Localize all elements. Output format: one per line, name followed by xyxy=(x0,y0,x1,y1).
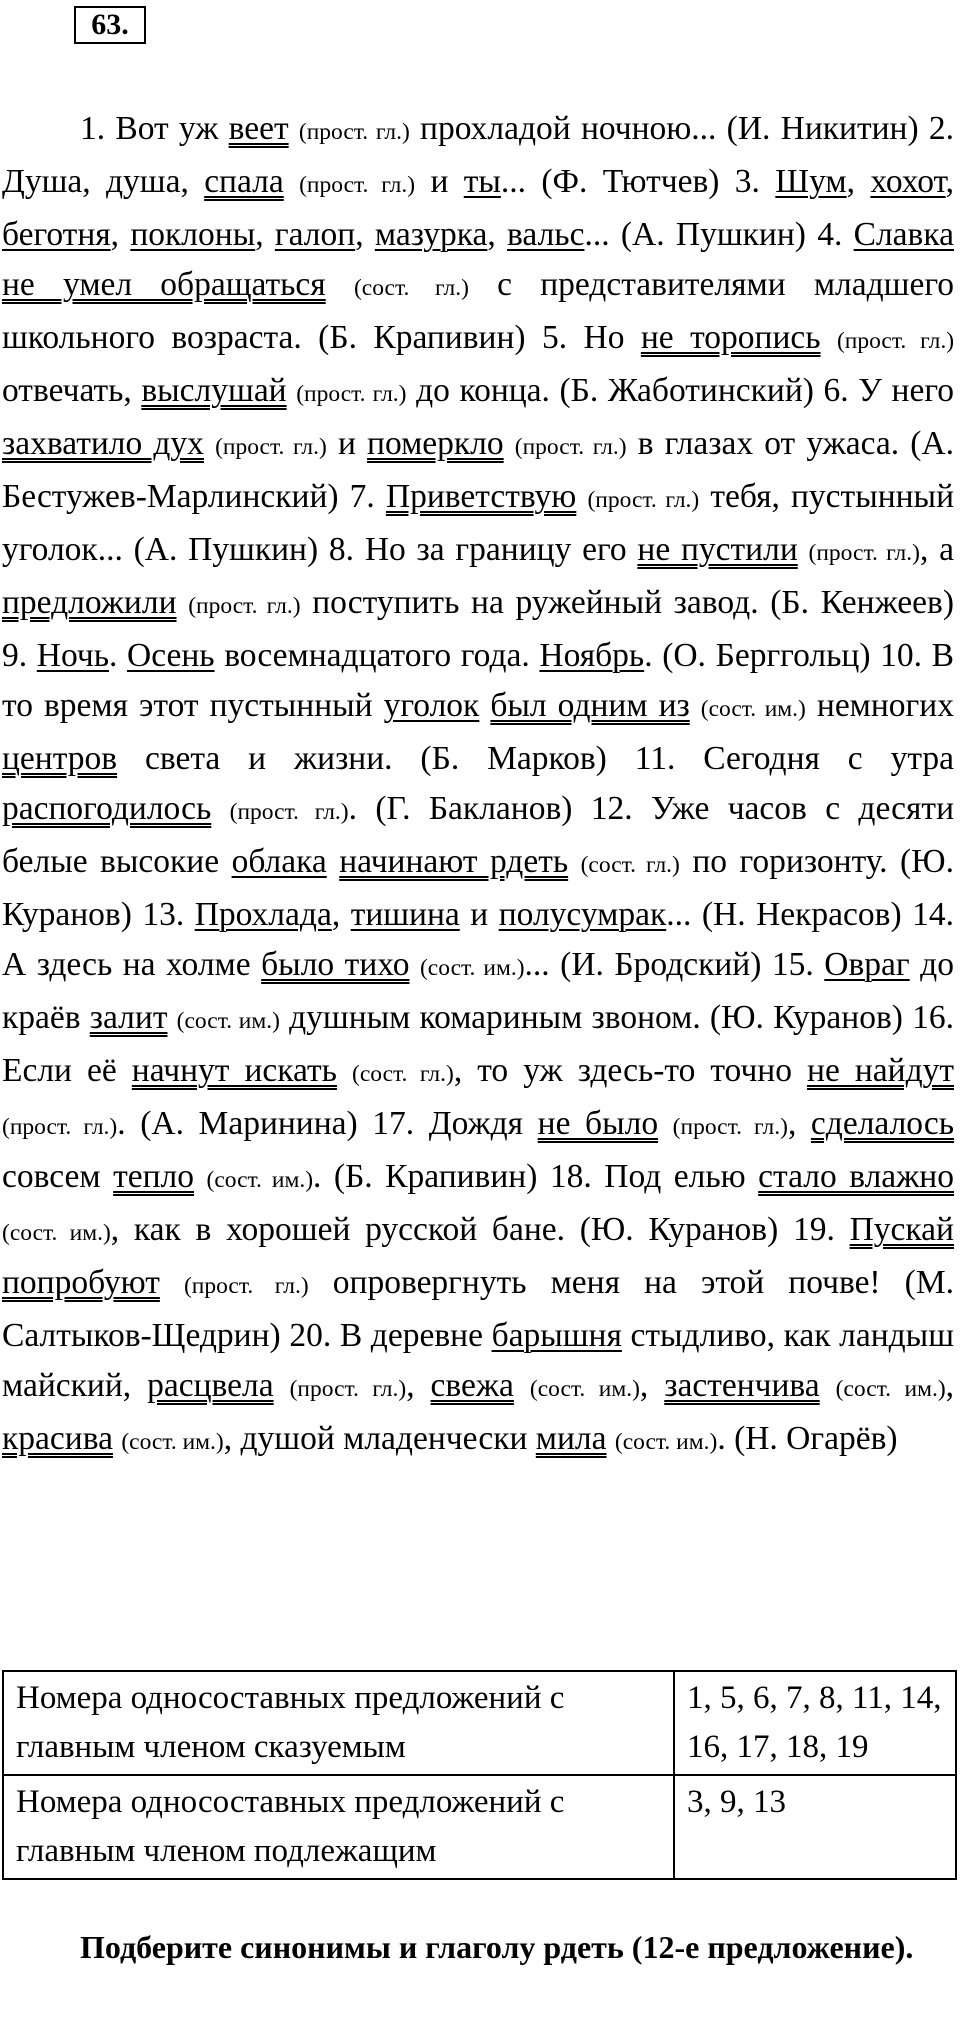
predicate-word: центров xyxy=(2,740,118,777)
grammar-note: (прост. гл.) xyxy=(672,1114,788,1140)
predicate-word: было тихо xyxy=(261,946,410,983)
grammar-note: (сост. им.) xyxy=(176,1008,280,1034)
predicate-word: мила xyxy=(535,1420,607,1457)
subject-word: тишина xyxy=(350,896,460,933)
predicate-word: Пускай попробуют xyxy=(2,1211,954,1301)
grammar-note: (прост. гл.) xyxy=(587,487,700,513)
predicate-word: захватило дух xyxy=(2,425,204,462)
grammar-note: (прост. гл.) xyxy=(215,434,327,460)
grammar-note: (сост. им.) xyxy=(614,1429,718,1455)
grammar-note: (сост. гл.) xyxy=(352,1061,454,1087)
predicate-word: красива xyxy=(2,1420,113,1457)
subject-word: поклоны xyxy=(130,216,256,253)
row-value: 3, 9, 13 xyxy=(674,1775,956,1879)
grammar-note: (сост. гл.) xyxy=(353,275,469,301)
grammar-note: (сост. им.) xyxy=(121,1429,224,1455)
subject-word: галоп xyxy=(274,216,356,253)
predicate-word: распогодилось xyxy=(2,790,212,827)
row-value: 1, 5, 6, 7, 8, 11, 14, 16, 17, 18, 19 xyxy=(674,1671,956,1775)
predicate-word: выслушай xyxy=(141,372,287,409)
subject-word: барышня xyxy=(491,1317,622,1354)
predicate-word: померкло xyxy=(367,425,504,462)
grammar-note: (сост. им.) xyxy=(2,1220,111,1246)
table-row xyxy=(3,1671,956,1775)
subject-word: Ночь xyxy=(36,637,109,674)
predicate-word: Приветствую xyxy=(385,478,577,515)
table-row xyxy=(3,1775,956,1879)
predicate-word: был одним из xyxy=(490,687,690,724)
subject-word: Ноябрь xyxy=(539,637,645,674)
predicate-word: не торопись xyxy=(640,319,821,356)
subject-word: мазурка xyxy=(374,216,488,253)
grammar-note: (сост. им.) xyxy=(206,1167,314,1193)
exercise-text: 1. Вот уж веет (прост. гл.) прохладой ночною... (И. Никитин) 2. Душа, душа, спала (прост. гл.) и ты... (Ф. Тютчев) 3. Шум, хохот, беготня, поклоны, галоп, мазурка, вальс... (А. Пушкин) 4. Славка не умел обращаться (сост. гл.) с представителями младшего школьного возраста. (Б. Крапивин) 5. Но не торопись (прост. гл.) отвечать, выслушай (прост. гл.) до конца. (Б. Жаботинский) 6. У него захватило дух (прост. гл.) и померкло (прост. гл.) в глазах от ужаса. (А. Бестужев-Марлинский) 7. Приветствую (прост. гл.) тебя, пустынный уголок... (А. Пушкин) 8. Но за границу его не пустили (прост. гл.), а предложили (прост. гл.) поступить на ружейный завод. (Б. Кенжеев) 9. Ночь. Осень восемнадцатого года. Ноябрь. (О. Берггольц) 10. В то время этот пустынный уголок был одним из (сост. им.) немногих центров света и жизни. (Б. Марков) 11. Сегодня с утра распогодилось (прост. гл.). (Г. Бакланов) 12. Уже часов с десяти белые высокие облака начинают рдеть (сост. гл.) по горизонту. (Ю. Куранов) 13. Прохлада, тишина и полусумрак... (Н. Некрасов) 14. А здесь на холме было тихо (сост. им.)... (И. Бродский) 15. Овраг до краёв залит (сост. им.) душным комариным звоном. (Ю. Куранов) 16. Если её начнут искать (сост. гл.), то уж здесь-то точно не найдут (прост. гл.). (А. Маринина) 17. Дождя не было (прост. гл.), сделалось совсем тепло (сост. им.). (Б. Крапивин) 18. Под елью стало влажно (сост. им.), как в хорошей русской бане. (Ю. Куранов) 19. Пускай попробуют (прост. гл.) опровергнуть меня на этой почве! (М. Салтыков-Щедрин) 20. В деревне барышня стыдливо, как ландыш майский, расцвела (прост. гл.), свежа (сост. им.), застенчива (сост. им.), красива (сост. им.), душой младенчески мила (сост. им.). (Н. Огарёв) xyxy=(2,110,955,1457)
grammar-note: (сост. им.) xyxy=(700,696,806,722)
predicate-word: не пустили xyxy=(637,531,798,568)
grammar-note: (прост. гл.) xyxy=(188,593,301,619)
predicate-word: предложили xyxy=(2,584,177,621)
subject-word: Осень xyxy=(127,637,215,674)
predicate-word: спала xyxy=(204,163,284,200)
predicate-word: застенчива xyxy=(664,1367,820,1404)
subject-word: беготня xyxy=(2,216,111,253)
predicate-word: расцвела xyxy=(147,1367,274,1404)
exercise-number: 63. xyxy=(74,6,146,44)
row-label: Номера односоставных предложений с главным членом подлежащим xyxy=(3,1775,674,1879)
subject-word: уголок xyxy=(383,687,480,724)
predicate-word: тепло xyxy=(113,1158,194,1195)
subject-word: Шум xyxy=(775,163,847,200)
subject-word: Славка xyxy=(853,216,955,253)
grammar-note: (прост. гл.) xyxy=(289,1376,407,1402)
grammar-note: (прост. гл.) xyxy=(183,1273,309,1299)
grammar-note: (прост. гл.) xyxy=(514,434,627,460)
predicate-word: свежа xyxy=(430,1367,514,1404)
grammar-note: (прост. гл.) xyxy=(836,328,955,354)
grammar-note: (прост. гл.) xyxy=(229,799,349,825)
grammar-note: (сост. им.) xyxy=(529,1376,640,1402)
answer-table xyxy=(2,1670,957,1880)
subject-word: полусумрак xyxy=(498,896,667,933)
grammar-note: (прост. гл.) xyxy=(296,381,407,407)
subject-word: Овраг xyxy=(824,946,910,983)
grammar-note: (прост. гл.) xyxy=(808,540,920,566)
predicate-word: не умел обращаться xyxy=(2,266,326,303)
grammar-note: (сост. им.) xyxy=(419,955,525,981)
task-text: Подберите синонимы и глаголу рдеть (12-е предложение). xyxy=(80,1929,914,1965)
subject-word: ты xyxy=(463,163,501,200)
grammar-note: (сост. гл.) xyxy=(580,852,680,878)
predicate-word: веет xyxy=(228,110,289,147)
grammar-note: (прост. гл.) xyxy=(298,119,410,145)
predicate-word: не было xyxy=(537,1105,659,1142)
predicate-word: залит xyxy=(89,999,168,1036)
row-label: Номера односоставных предложений с главным членом сказуемым xyxy=(3,1671,674,1775)
predicate-word: не найдут xyxy=(807,1052,955,1089)
subject-word: облака xyxy=(231,843,327,880)
predicate-word: начнут искать xyxy=(131,1052,337,1089)
grammar-note: (прост. гл.) xyxy=(2,1114,118,1140)
predicate-word: стало влажно xyxy=(758,1158,954,1195)
subject-word: Прохлада xyxy=(194,896,332,933)
predicate-word: сделалось xyxy=(810,1105,955,1142)
grammar-note: (прост. гл.) xyxy=(299,172,416,198)
predicate-word: начинают рдеть xyxy=(339,843,569,880)
subject-word: вальс xyxy=(507,216,585,253)
grammar-note: (сост. им.) xyxy=(835,1376,946,1402)
subject-word: хохот xyxy=(870,163,946,200)
